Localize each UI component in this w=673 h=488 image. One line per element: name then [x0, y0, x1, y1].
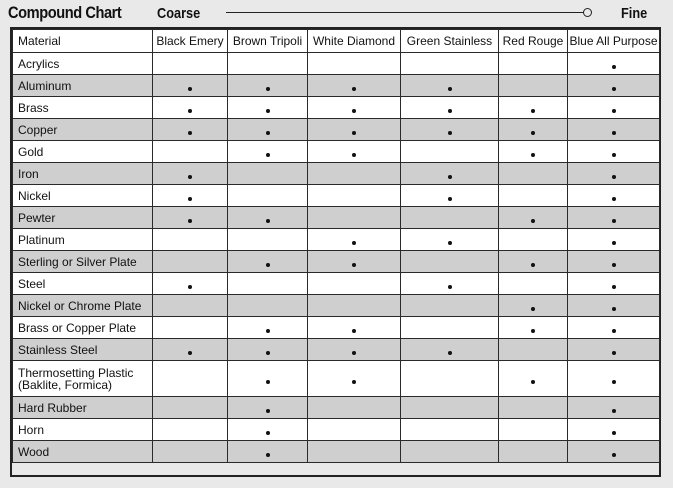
recommended-dot-icon	[188, 351, 192, 355]
compound-cell	[499, 75, 568, 97]
recommended-dot-icon	[531, 109, 535, 113]
scale-end-circle-icon	[583, 8, 592, 17]
compound-cell	[401, 185, 499, 207]
recommended-dot-icon	[188, 131, 192, 135]
table-row	[13, 207, 660, 229]
compound-cell	[568, 295, 660, 317]
recommended-dot-icon	[352, 380, 356, 384]
recommended-dot-icon	[612, 380, 616, 384]
compound-cell	[153, 317, 228, 339]
compound-cell	[228, 339, 308, 361]
recommended-dot-icon	[266, 431, 270, 435]
material-cell	[13, 339, 153, 361]
recommended-dot-icon	[612, 431, 616, 435]
compound-cell	[401, 441, 499, 463]
compound-cell	[153, 75, 228, 97]
recommended-dot-icon	[266, 219, 270, 223]
recommended-dot-icon	[531, 153, 535, 157]
compound-cell	[568, 141, 660, 163]
compound-cell	[228, 251, 308, 273]
compound-cell	[568, 273, 660, 295]
recommended-dot-icon	[448, 241, 452, 245]
compound-cell	[153, 441, 228, 463]
recommended-dot-icon	[448, 351, 452, 355]
recommended-dot-icon	[352, 329, 356, 333]
material-cell	[13, 185, 153, 207]
compound-cell	[499, 295, 568, 317]
recommended-dot-icon	[612, 175, 616, 179]
material-label: Steel	[18, 276, 46, 291]
material-label: Brass or Copper Plate	[18, 320, 137, 335]
recommended-dot-icon	[266, 329, 270, 333]
compound-cell	[401, 53, 499, 75]
recommended-dot-icon	[188, 109, 192, 113]
compound-cell	[153, 185, 228, 207]
compound-cell	[228, 295, 308, 317]
compound-chart-table	[12, 29, 660, 463]
compound-cell	[308, 251, 401, 273]
recommended-dot-icon	[531, 219, 535, 223]
compound-cell	[568, 397, 660, 419]
compound-cell	[308, 75, 401, 97]
material-label: Copper	[18, 122, 58, 137]
recommended-dot-icon	[531, 307, 535, 311]
compound-cell	[228, 317, 308, 339]
recommended-dot-icon	[266, 453, 270, 457]
material-label: Gold	[18, 144, 44, 159]
compound-cell	[568, 317, 660, 339]
compound-cell	[308, 339, 401, 361]
material-label: Nickel or Chrome Plate	[18, 298, 142, 313]
compound-cell	[228, 419, 308, 441]
compound-cell	[401, 119, 499, 141]
material-label: Aluminum	[18, 78, 72, 93]
compound-cell	[401, 317, 499, 339]
table-row	[13, 361, 660, 397]
recommended-dot-icon	[531, 263, 535, 267]
recommended-dot-icon	[448, 197, 452, 201]
table-header-row	[13, 30, 660, 53]
table-row	[13, 75, 660, 97]
compound-cell	[228, 229, 308, 251]
table-row	[13, 163, 660, 185]
material-label: Nickel	[18, 188, 51, 203]
table-row	[13, 251, 660, 273]
material-cell	[13, 273, 153, 295]
recommended-dot-icon	[612, 307, 616, 311]
compound-cell	[568, 339, 660, 361]
compound-cell	[499, 229, 568, 251]
material-cell	[13, 119, 153, 141]
recommended-dot-icon	[612, 197, 616, 201]
material-label: Thermosetting Plastic (Baklite, Formica)	[18, 365, 134, 392]
compound-cell	[228, 53, 308, 75]
material-label: Sterling or Silver Plate	[18, 254, 137, 269]
recommended-dot-icon	[188, 175, 192, 179]
recommended-dot-icon	[266, 409, 270, 413]
recommended-dot-icon	[612, 351, 616, 355]
compound-cell	[228, 141, 308, 163]
column-header-red-rouge: Red Rouge	[499, 30, 568, 53]
table-row	[13, 441, 660, 463]
compound-cell	[153, 141, 228, 163]
material-cell	[13, 207, 153, 229]
recommended-dot-icon	[352, 131, 356, 135]
compound-cell	[499, 119, 568, 141]
column-header-white-diamond: White Diamond	[308, 30, 401, 53]
table-row	[13, 53, 660, 75]
compound-chart-table-frame	[10, 27, 661, 477]
compound-cell	[568, 97, 660, 119]
material-cell	[13, 75, 153, 97]
column-header-brown-tripoli: Brown Tripoli	[228, 30, 308, 53]
page-title: Compound Chart	[8, 3, 122, 22]
compound-cell	[153, 339, 228, 361]
compound-cell	[308, 185, 401, 207]
recommended-dot-icon	[448, 131, 452, 135]
compound-cell	[228, 119, 308, 141]
table-row	[13, 119, 660, 141]
compound-cell	[401, 273, 499, 295]
recommended-dot-icon	[352, 241, 356, 245]
compound-cell	[568, 185, 660, 207]
compound-cell	[228, 163, 308, 185]
material-label: Wood	[18, 444, 50, 459]
compound-cell	[308, 361, 401, 397]
recommended-dot-icon	[188, 285, 192, 289]
recommended-dot-icon	[266, 109, 270, 113]
recommended-dot-icon	[612, 285, 616, 289]
compound-cell	[568, 163, 660, 185]
table-row	[13, 339, 660, 361]
compound-cell	[308, 397, 401, 419]
compound-cell	[228, 207, 308, 229]
compound-cell	[401, 361, 499, 397]
compound-cell	[153, 229, 228, 251]
material-label: Acrylics	[18, 56, 60, 71]
coarse-to-fine-scale-line	[226, 12, 585, 13]
compound-cell	[568, 229, 660, 251]
recommended-dot-icon	[612, 329, 616, 333]
compound-cell	[153, 119, 228, 141]
compound-cell	[308, 53, 401, 75]
column-header-blue-all-purpose: Blue All Purpose	[568, 30, 660, 53]
recommended-dot-icon	[448, 109, 452, 113]
compound-cell	[499, 419, 568, 441]
recommended-dot-icon	[612, 241, 616, 245]
table-row	[13, 295, 660, 317]
fine-label: Fine	[621, 5, 648, 22]
material-label: Stainless Steel	[18, 342, 98, 357]
recommended-dot-icon	[266, 87, 270, 91]
compound-cell	[153, 53, 228, 75]
compound-cell	[401, 141, 499, 163]
table-row	[13, 97, 660, 119]
compound-cell	[499, 185, 568, 207]
material-label: Hard Rubber	[18, 400, 87, 415]
compound-cell	[153, 163, 228, 185]
recommended-dot-icon	[266, 380, 270, 384]
compound-cell	[153, 295, 228, 317]
recommended-dot-icon	[266, 153, 270, 157]
recommended-dot-icon	[612, 153, 616, 157]
compound-cell	[228, 185, 308, 207]
compound-cell	[228, 97, 308, 119]
material-label: Platinum	[18, 232, 65, 247]
material-label: Iron	[18, 166, 39, 181]
compound-cell	[228, 273, 308, 295]
compound-cell	[568, 251, 660, 273]
recommended-dot-icon	[531, 380, 535, 384]
recommended-dot-icon	[531, 329, 535, 333]
compound-cell	[499, 273, 568, 295]
compound-cell	[308, 163, 401, 185]
recommended-dot-icon	[188, 219, 192, 223]
compound-cell	[401, 229, 499, 251]
material-cell	[13, 251, 153, 273]
compound-cell	[308, 141, 401, 163]
material-cell	[13, 229, 153, 251]
compound-cell	[568, 441, 660, 463]
recommended-dot-icon	[352, 263, 356, 267]
compound-cell	[499, 251, 568, 273]
material-cell	[13, 397, 153, 419]
compound-cell	[568, 361, 660, 397]
recommended-dot-icon	[612, 131, 616, 135]
compound-cell	[499, 141, 568, 163]
compound-cell	[499, 317, 568, 339]
compound-cell	[308, 441, 401, 463]
material-cell	[13, 53, 153, 75]
material-cell	[13, 419, 153, 441]
compound-cell	[228, 75, 308, 97]
compound-cell	[499, 361, 568, 397]
table-row	[13, 273, 660, 295]
compound-cell	[308, 295, 401, 317]
table-row	[13, 397, 660, 419]
table-row	[13, 141, 660, 163]
compound-cell	[308, 97, 401, 119]
recommended-dot-icon	[612, 109, 616, 113]
recommended-dot-icon	[188, 197, 192, 201]
recommended-dot-icon	[612, 453, 616, 457]
compound-cell	[401, 419, 499, 441]
compound-cell	[153, 419, 228, 441]
compound-cell	[499, 97, 568, 119]
recommended-dot-icon	[448, 87, 452, 91]
recommended-dot-icon	[266, 351, 270, 355]
recommended-dot-icon	[266, 263, 270, 267]
column-header-material: Material	[13, 30, 153, 53]
compound-cell	[499, 53, 568, 75]
compound-cell	[568, 53, 660, 75]
recommended-dot-icon	[448, 285, 452, 289]
material-label: Horn	[18, 422, 45, 437]
compound-cell	[401, 295, 499, 317]
compound-cell	[568, 75, 660, 97]
material-cell	[13, 295, 153, 317]
compound-cell	[499, 441, 568, 463]
compound-cell	[308, 317, 401, 339]
compound-cell	[401, 397, 499, 419]
column-header-black-emery: Black Emery	[153, 30, 228, 53]
recommended-dot-icon	[352, 153, 356, 157]
compound-cell	[499, 163, 568, 185]
recommended-dot-icon	[612, 87, 616, 91]
compound-cell	[308, 119, 401, 141]
table-row	[13, 419, 660, 441]
compound-cell	[228, 361, 308, 397]
compound-cell	[499, 397, 568, 419]
coarse-label: Coarse	[157, 5, 201, 22]
recommended-dot-icon	[612, 219, 616, 223]
material-cell	[13, 441, 153, 463]
compound-cell	[401, 251, 499, 273]
chart-header	[0, 0, 673, 26]
material-cell	[13, 361, 153, 397]
table-row	[13, 185, 660, 207]
recommended-dot-icon	[352, 351, 356, 355]
recommended-dot-icon	[352, 87, 356, 91]
compound-cell	[228, 441, 308, 463]
compound-cell	[308, 419, 401, 441]
recommended-dot-icon	[266, 131, 270, 135]
table-body	[13, 53, 660, 463]
compound-cell	[308, 229, 401, 251]
compound-cell	[499, 339, 568, 361]
compound-cell	[228, 397, 308, 419]
material-cell	[13, 141, 153, 163]
material-label: Pewter	[18, 210, 56, 225]
compound-cell	[308, 273, 401, 295]
table-row	[13, 229, 660, 251]
compound-cell	[153, 273, 228, 295]
compound-cell	[568, 207, 660, 229]
compound-cell	[153, 251, 228, 273]
recommended-dot-icon	[612, 409, 616, 413]
material-cell	[13, 97, 153, 119]
compound-cell	[568, 119, 660, 141]
material-label: Brass	[18, 100, 49, 115]
recommended-dot-icon	[531, 131, 535, 135]
compound-cell	[153, 361, 228, 397]
compound-cell	[568, 419, 660, 441]
column-header-green-stainless: Green Stainless	[401, 30, 499, 53]
recommended-dot-icon	[448, 175, 452, 179]
compound-cell	[401, 163, 499, 185]
compound-cell	[401, 75, 499, 97]
compound-cell	[308, 207, 401, 229]
recommended-dot-icon	[352, 109, 356, 113]
compound-cell	[499, 207, 568, 229]
compound-cell	[153, 397, 228, 419]
compound-cell	[153, 207, 228, 229]
compound-cell	[401, 97, 499, 119]
material-cell	[13, 317, 153, 339]
compound-cell	[401, 339, 499, 361]
recommended-dot-icon	[612, 65, 616, 69]
table-row	[13, 317, 660, 339]
material-cell	[13, 163, 153, 185]
recommended-dot-icon	[188, 87, 192, 91]
compound-cell	[153, 97, 228, 119]
compound-cell	[401, 207, 499, 229]
recommended-dot-icon	[612, 263, 616, 267]
